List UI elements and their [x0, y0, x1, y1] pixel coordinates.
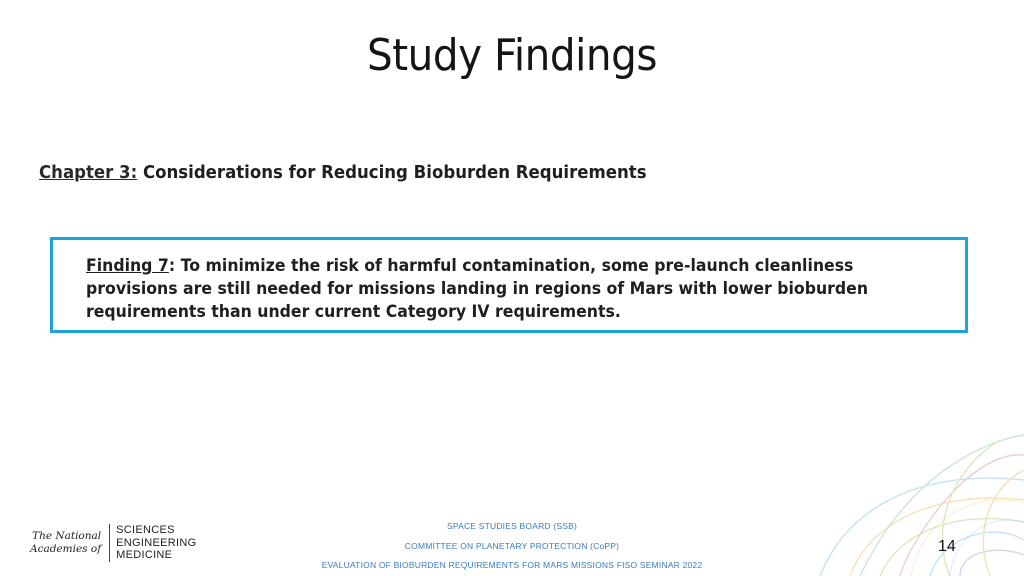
- footer-line-copp: COMMITTEE ON PLANETARY PROTECTION (CoPP): [404, 541, 620, 551]
- chapter-text: Considerations for Reducing Bioburden Requirements: [142, 162, 647, 183]
- slide-title: Study Findings: [367, 30, 657, 81]
- footer-line-ssb: SPACE STUDIES BOARD (SSB): [446, 521, 577, 531]
- decorative-swirl-graphic: [760, 430, 1024, 576]
- logo-left-line1: The National: [32, 530, 102, 542]
- logo-left-line2: Academies of: [30, 543, 102, 555]
- finding-colon: :: [168, 256, 176, 276]
- logo-right-line3: MEDICINE: [116, 549, 173, 562]
- chapter-label: Chapter 3:: [39, 162, 138, 183]
- finding-box: [50, 237, 968, 333]
- finding-body: To minimize the risk of harmful contamination, some pre-launch cleanliness provisions are still needed for missions landing in regions of Mars with lower bioburden requirements than under current Category IV requirements.: [86, 256, 869, 322]
- page-number: 14: [938, 538, 956, 555]
- footer-line-seminar: EVALUATION OF BIOBURDEN REQUIREMENTS FOR MARS MISSIONS FISO SEMINAR 2022: [321, 560, 703, 570]
- logo-right-line1: SCIENCES: [116, 524, 175, 537]
- logo-right-line2: ENGINEERING: [116, 536, 197, 549]
- finding-label: Finding 7: [86, 256, 169, 276]
- chapter-heading: [39, 162, 647, 183]
- finding-text: [86, 255, 928, 324]
